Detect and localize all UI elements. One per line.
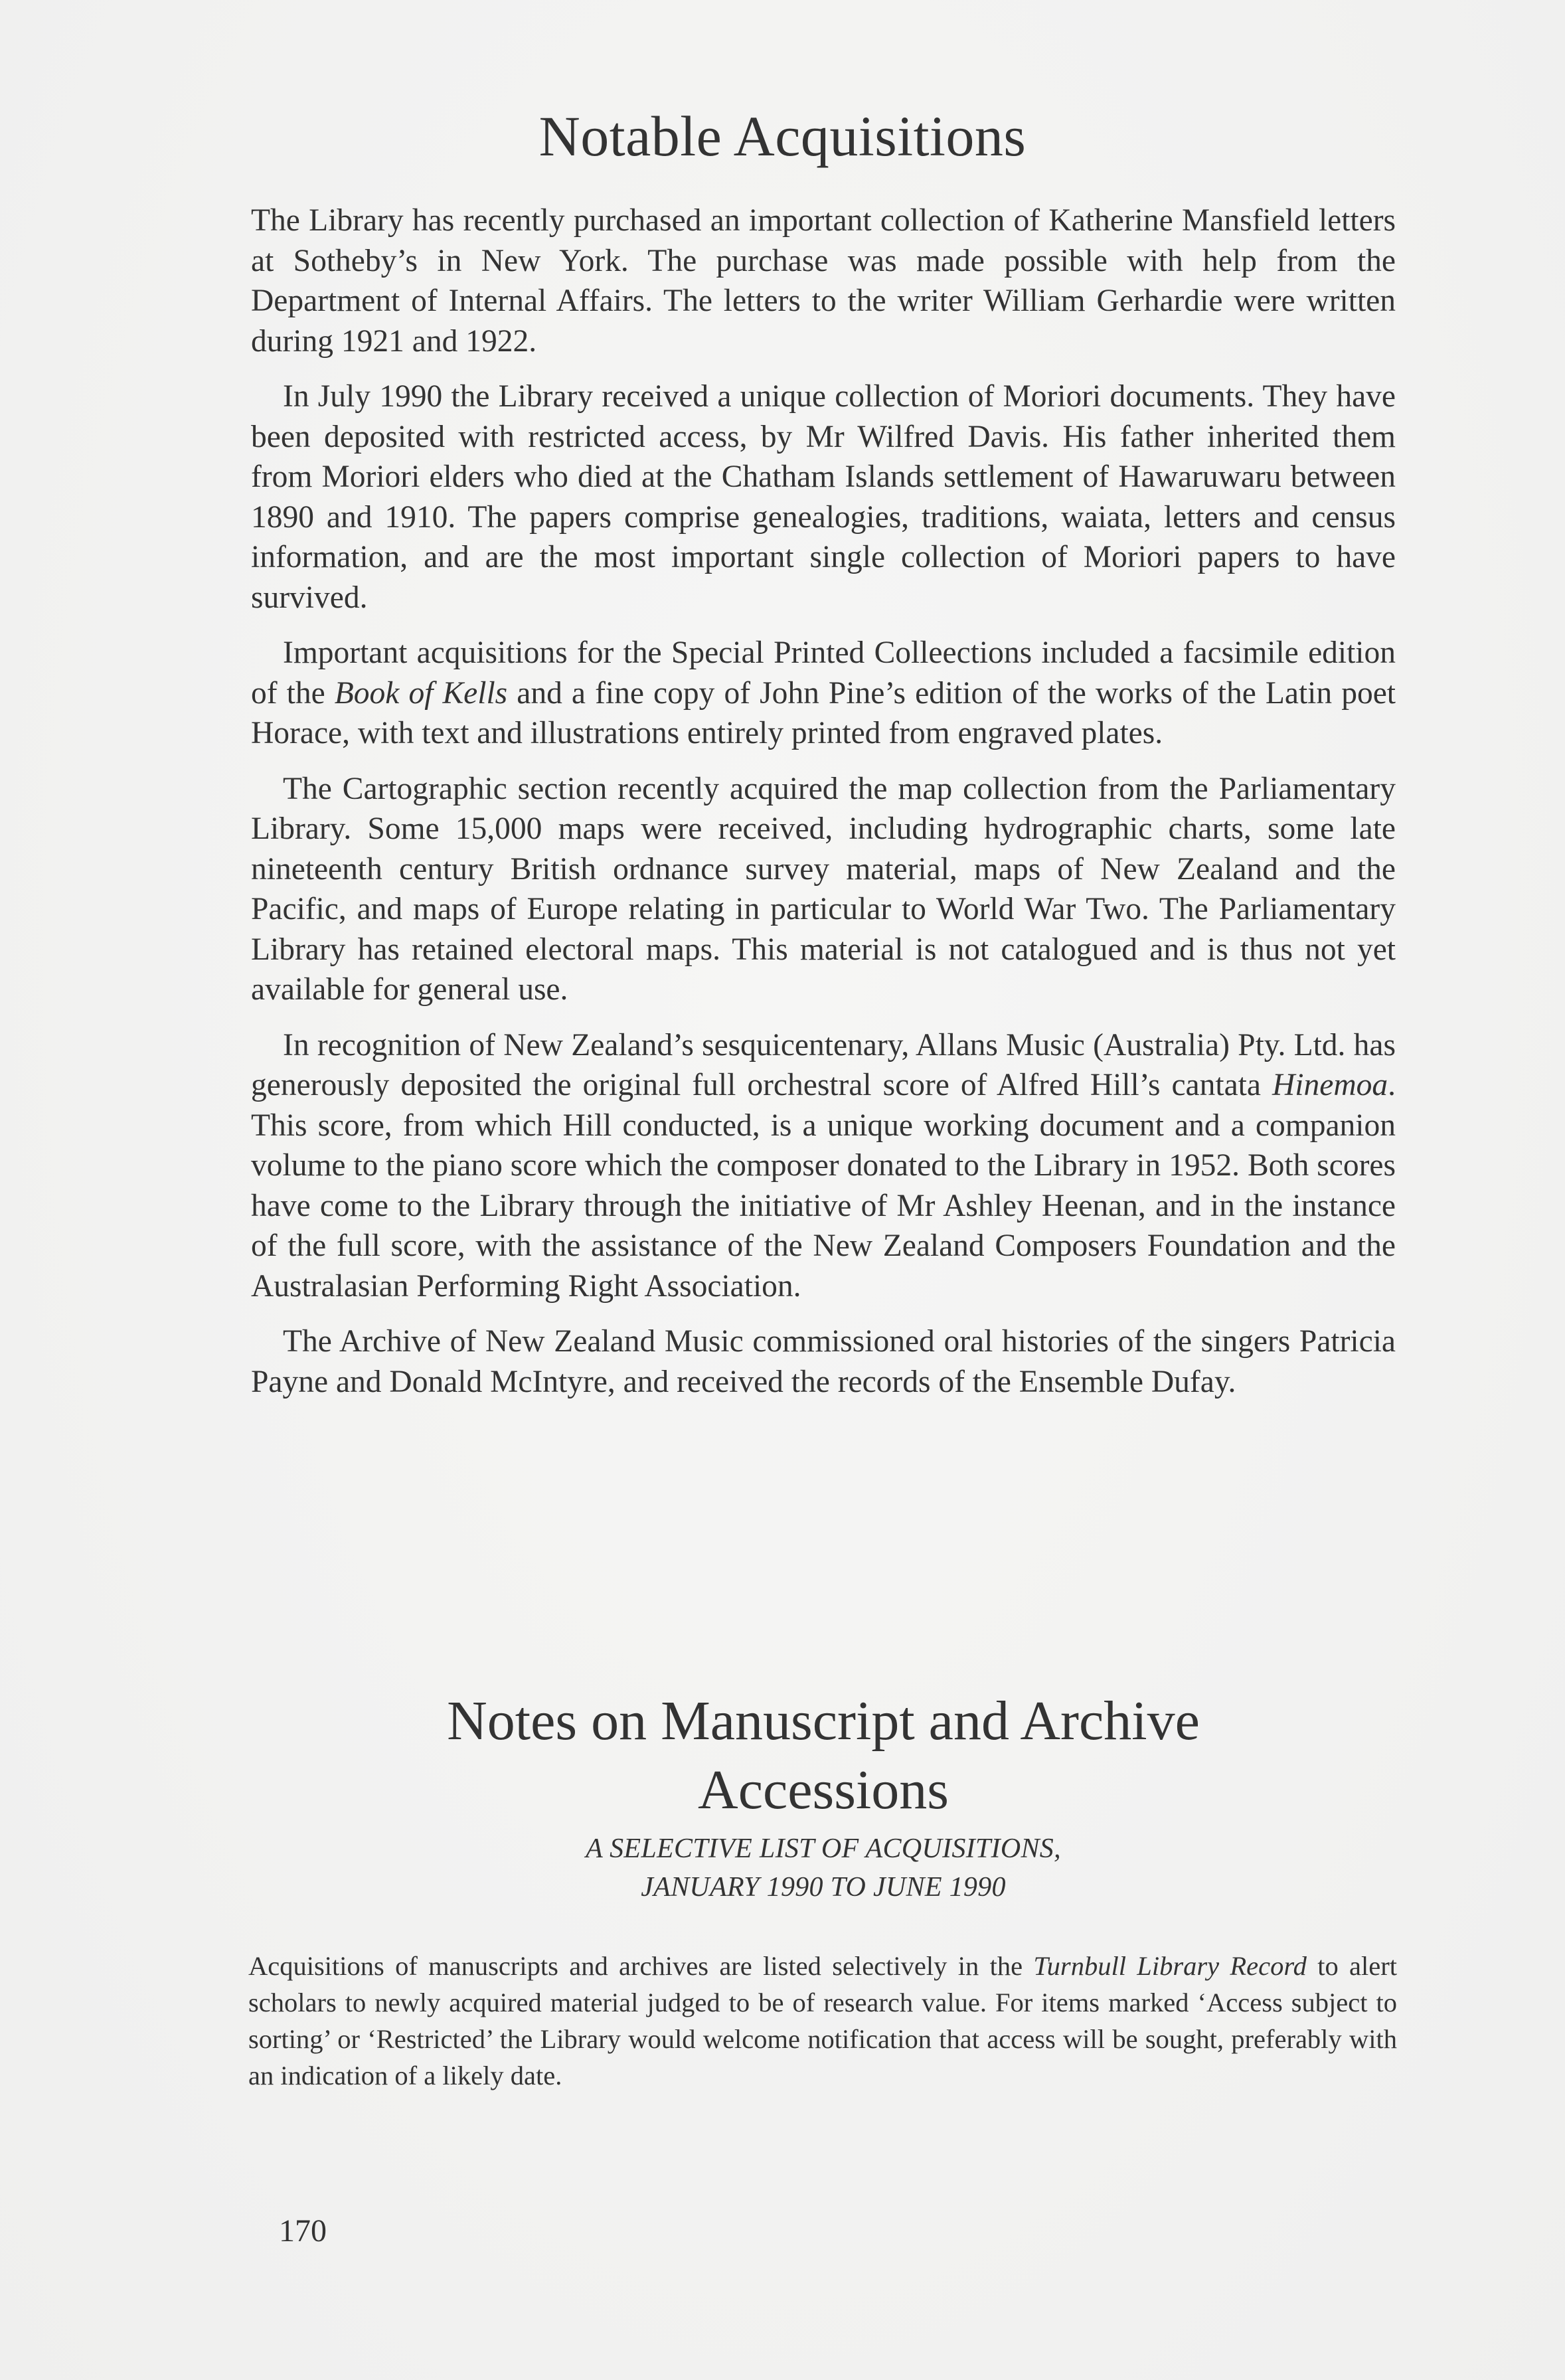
paragraph-text: In July 1990 the Library received a unique collection of Moriori documents. They have been deposited with restricted access, by Mr Wilfred Davis. His father inherited them from Moriori elders who died at the Chatham Islands settlement of Hawaruwaru between 1890 and 1910. The papers comprise genealogies, traditions, waiata, letters and census information, and are the most important single collection of Moriori papers to have survived. xyxy=(251,379,1396,615)
paragraph-text: . This score, from which Hill conducted, is a unique working document and a companion volume to the piano score which the composer donated to the Library in 1952. Both scores have come to the Library through the initiative of Mr Ashley Heenan, and in the instance of the full score, with the assistance of the New Zealand Composers Foundation and the Australasian Performing Right Association. xyxy=(251,1068,1396,1304)
paragraph-archive-nz-music xyxy=(251,1321,1396,1402)
notable-acquisitions-body xyxy=(251,201,1396,1417)
book-title-italic: Book of Kells xyxy=(334,675,508,711)
paragraph-cartographic-section xyxy=(251,769,1396,1010)
subtitle-line-1: A SELECTIVE LIST OF ACQUISITIONS, xyxy=(586,1833,1061,1864)
paragraph-text: In recognition of New Zealand’s sesquicentenary, Allans Music (Australia) Pty. Ltd. has generously deposited the original full orchestral score of Alfred Hill’s cantata xyxy=(251,1027,1396,1102)
paragraph-text: Acquisitions of manuscripts and archives are listed selectively in the xyxy=(248,1951,1034,1981)
title-line-2: Accessions xyxy=(698,1759,949,1821)
subtitle-line-2: JANUARY 1990 TO JUNE 1990 xyxy=(641,1872,1006,1903)
paragraph-hinemoa-score xyxy=(251,1025,1396,1307)
accessions-intro-paragraph xyxy=(248,1948,1397,2094)
paragraph-text: and a fine copy of John Pine’s edition of the works of the Latin poet Horace, with text and illustrations entirely printed from engraved plates. xyxy=(251,675,1396,750)
section-title-notable-acquisitions: Notable Acquisitions xyxy=(538,104,1027,168)
paragraph-mansfield-letters xyxy=(251,201,1396,361)
paragraph-text: The Library has recently purchased an important collection of Katherine Mansfield letters at Sotheby’s in New York. The purchase was made possible with help from the Department of Internal Affairs. The letters to the writer William Gerhardie were written during 1921 and 1922. xyxy=(251,203,1396,359)
paragraph-text: to alert scholars to newly acquired material judged to be of research value. For items marked ‘Access subject to sorting’ or ‘Restricted’ the Library would welcome notification that access will be sought, preferably with an indication of a likely date. xyxy=(248,1951,1397,2090)
page-number: 170 xyxy=(279,2213,327,2249)
paragraph-moriori-documents xyxy=(251,377,1396,618)
section-subtitle xyxy=(251,1829,1396,1907)
paragraph-special-printed-collections xyxy=(251,633,1396,754)
journal-title-italic: Turnbull Library Record xyxy=(1033,1951,1307,1981)
paragraph-text: The Archive of New Zealand Music commissioned oral histories of the singers Patricia Payne and Donald McIntyre, and received the records of the Ensemble Dufay. xyxy=(251,1324,1396,1399)
paragraph-text: Important acquisitions for the Special Printed Colleections included a facsimile edition of the xyxy=(251,636,1396,711)
title-line-1: Notes on Manuscript and Archive xyxy=(447,1690,1200,1752)
paragraph-text: The Cartographic section recently acquired the map collection from the Parliamentary Library. Some 15,000 maps were received, including hydrographic charts, some late nineteenth century British ordnance survey material, maps of New Zealand and the Pacific, and maps of Europe relating in particular to World War Two. The Parliamentary Library has retained electoral maps. This material is not catalogued and is thus not yet available for general use. xyxy=(251,771,1396,1007)
section-title-manuscript-accessions xyxy=(251,1687,1396,1825)
work-title-italic: Hinemoa xyxy=(1272,1068,1388,1102)
